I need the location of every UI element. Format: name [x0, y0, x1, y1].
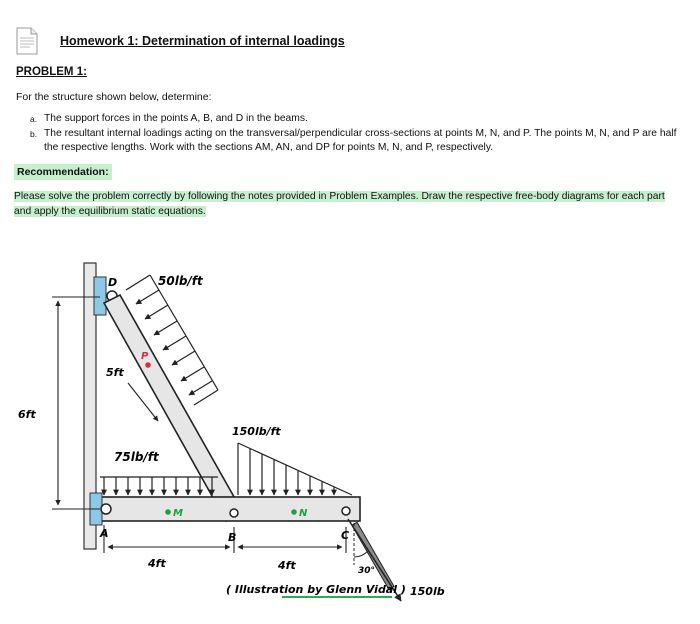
illustration-caption: ( Illustration by Glenn Vidal ) [226, 583, 406, 596]
label-b: B [228, 531, 237, 544]
recommendation-highlight: Please solve the problem correctly by following the notes provided in Problem Examples. Draw the respective free-body diagrams for each part and apply the equilibrium static equations. [14, 191, 665, 217]
homework-title: Homework 1: Determination of internal loadings [60, 34, 345, 48]
bc-span-label: 4ft [278, 559, 296, 572]
point-n-marker [291, 509, 297, 515]
problem-heading: PROBLEM 1: [16, 66, 87, 78]
label-c: C [341, 529, 350, 542]
structure-figure [0, 255, 700, 624]
inclined-beam-db [104, 295, 242, 521]
recommendation-label: Recommendation: [14, 164, 112, 180]
point-m-marker [165, 509, 171, 515]
list-item-text: The support forces in the points A, B, and D in the beams. [44, 113, 308, 124]
label-n: N [299, 508, 308, 519]
inclined-length-label: 5ft [106, 366, 124, 379]
pin-c [342, 507, 350, 515]
label-m: M [173, 508, 183, 519]
horizontal-beam-ac [96, 497, 360, 521]
uniform-load-label: 75lb/ft [114, 450, 159, 464]
point-p-marker [145, 362, 151, 368]
document-icon [16, 27, 38, 55]
span-dimensions [104, 525, 346, 553]
label-a: A [100, 527, 109, 540]
pin-b [230, 509, 238, 517]
label-p: P [141, 351, 149, 362]
angle-label: 30° [358, 566, 376, 576]
task-list [30, 112, 685, 156]
list-marker: b. [30, 129, 38, 139]
list-item [30, 112, 685, 126]
triangular-load [238, 443, 352, 495]
problem-intro: For the structure shown below, determine: [16, 91, 212, 103]
recommendation-text [14, 189, 684, 219]
list-item [30, 127, 685, 155]
label-d: D [108, 276, 118, 289]
list-marker: a. [30, 114, 38, 124]
list-item-text: The resultant internal loadings acting on the transversal/perpendicular cross-sections at points M, N, and P. The points M, N, and P are half the respective lengths. Work with the sections AM, AN, and DP for points M, N, and P, respectively. [44, 128, 677, 153]
inclined-load-label: 50lb/ft [158, 274, 203, 288]
point-force-label: 150lb [410, 585, 445, 598]
triangular-load-label: 150lb/ft [232, 425, 281, 438]
uniform-load [100, 477, 218, 495]
ab-span-label: 4ft [148, 557, 166, 570]
height-label: 6ft [18, 408, 36, 421]
